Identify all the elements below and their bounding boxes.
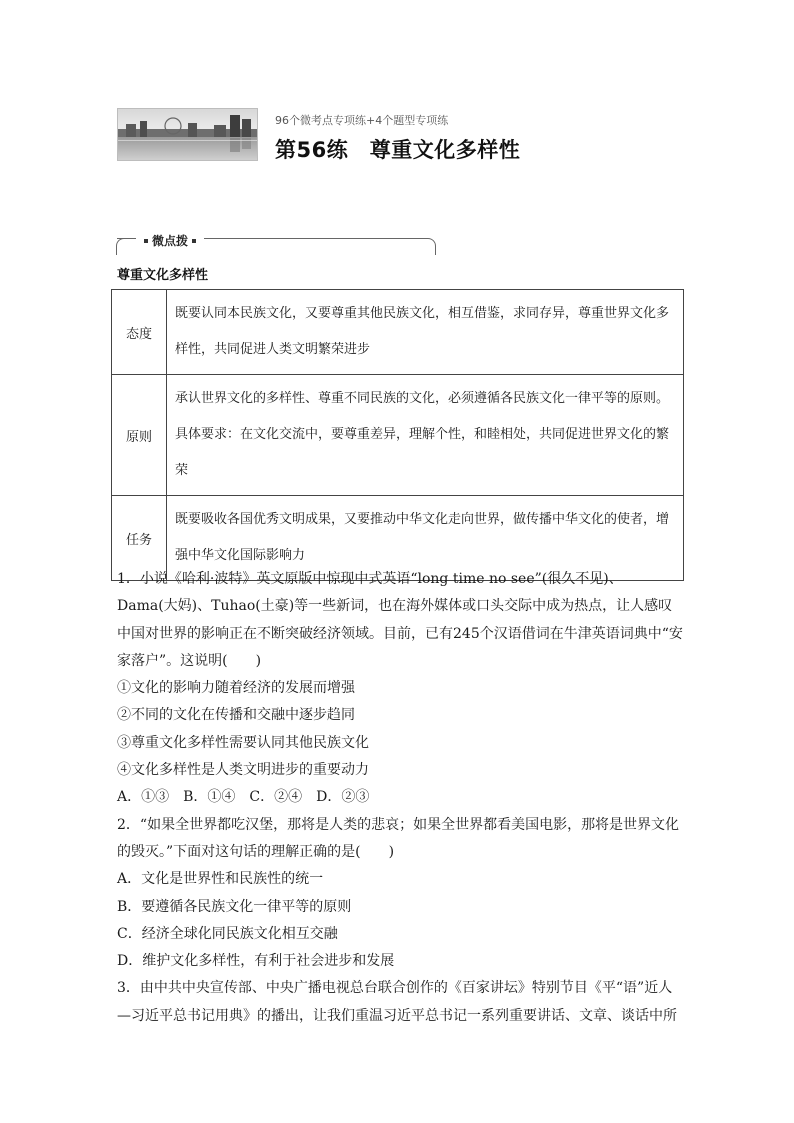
square-bullet-icon [192, 239, 196, 243]
row-key: 态度 [112, 290, 167, 375]
question-3-stem: 3．由中共中央宣传部、中央广播电视总台联合创作的《百家讲坛》特别节目《平“语”近人—习近平总书记用典》的播出，让我们重温习近平总书记一系列重要讲话、文章、谈话中所 [117, 980, 677, 1024]
header-cityscape-image [117, 108, 258, 161]
option-d[interactable]: D．维护文化多样性，有利于社会进步和发展 [117, 953, 395, 970]
row-key: 原则 [112, 375, 167, 496]
row-value: 既要认同本民族文化，又要尊重其他民族文化，相互借鉴，求同存异，尊重世界文化多样性，共同促进人类文明繁荣进步 [167, 290, 684, 375]
row-value: 既要吸收各国优秀文明成果，又要推动中华文化走向世界，做传播中华文化的使者，增强中华文化国际影响力 [167, 496, 684, 581]
summary-table [111, 289, 684, 581]
option-b[interactable]: B．要遵循各民族文化一律平等的原则 [117, 898, 352, 915]
row-value: 承认世界文化的多样性、尊重不同民族的文化，必须遵循各民族文化一律平等的原则。具体要求：在文化交流中，要尊重差异，理解个性，和睦相处，共同促进世界文化的繁荣 [167, 375, 684, 496]
square-bullet-icon [144, 239, 148, 243]
table-row [112, 290, 684, 375]
micro-tip-label: 微点拨 [136, 232, 204, 249]
row-key: 任务 [112, 496, 167, 581]
question-2-stem: 2．“如果全世界都吃汉堡，那将是人类的悲哀；如果全世界都看美国电影，那将是世界文化的毁灭。”下面对这句话的理解正确的是( ) [117, 816, 680, 860]
table-row [112, 375, 684, 496]
option-b[interactable]: B．①④ [183, 789, 236, 806]
chapter-title: 第56练 尊重文化多样性 [275, 138, 521, 162]
section-heading: 尊重文化多样性 [117, 268, 209, 283]
question-1-item: ①文化的影响力随着经济的发展而增强 [117, 680, 355, 697]
question-list [117, 566, 683, 1030]
option-a[interactable]: A．文化是世界性和民族性的统一 [117, 871, 324, 888]
option-c[interactable]: C．②④ [249, 789, 303, 806]
question-1-stem: 1．小说《哈利·波特》英文原版中惊现中式英语“long time no see”(很久不见)、Dama(大妈)、Tuhao(土豪)等一些新词，也在海外媒体或口头交际中成为热点，让人感叹中国对世界的影响正在不断突破经济领域。目前，已有245个汉语借词在牛津英语词典中“安家落户”。这说明( ) [117, 571, 683, 669]
question-1-item: ③尊重文化多样性需要认同其他民族文化 [117, 734, 369, 751]
question-1-item: ②不同的文化在传播和交融中逐步趋同 [117, 707, 355, 724]
option-a[interactable]: A．①③ [117, 789, 170, 806]
option-c[interactable]: C．经济全球化同民族文化相互交融 [117, 925, 338, 942]
option-d[interactable]: D．②③ [316, 789, 370, 806]
series-title: 96个微考点专项练+4个题型专项练 [275, 114, 449, 127]
question-1-options [117, 784, 683, 811]
question-1-item: ④文化多样性是人类文明进步的重要动力 [117, 762, 369, 779]
